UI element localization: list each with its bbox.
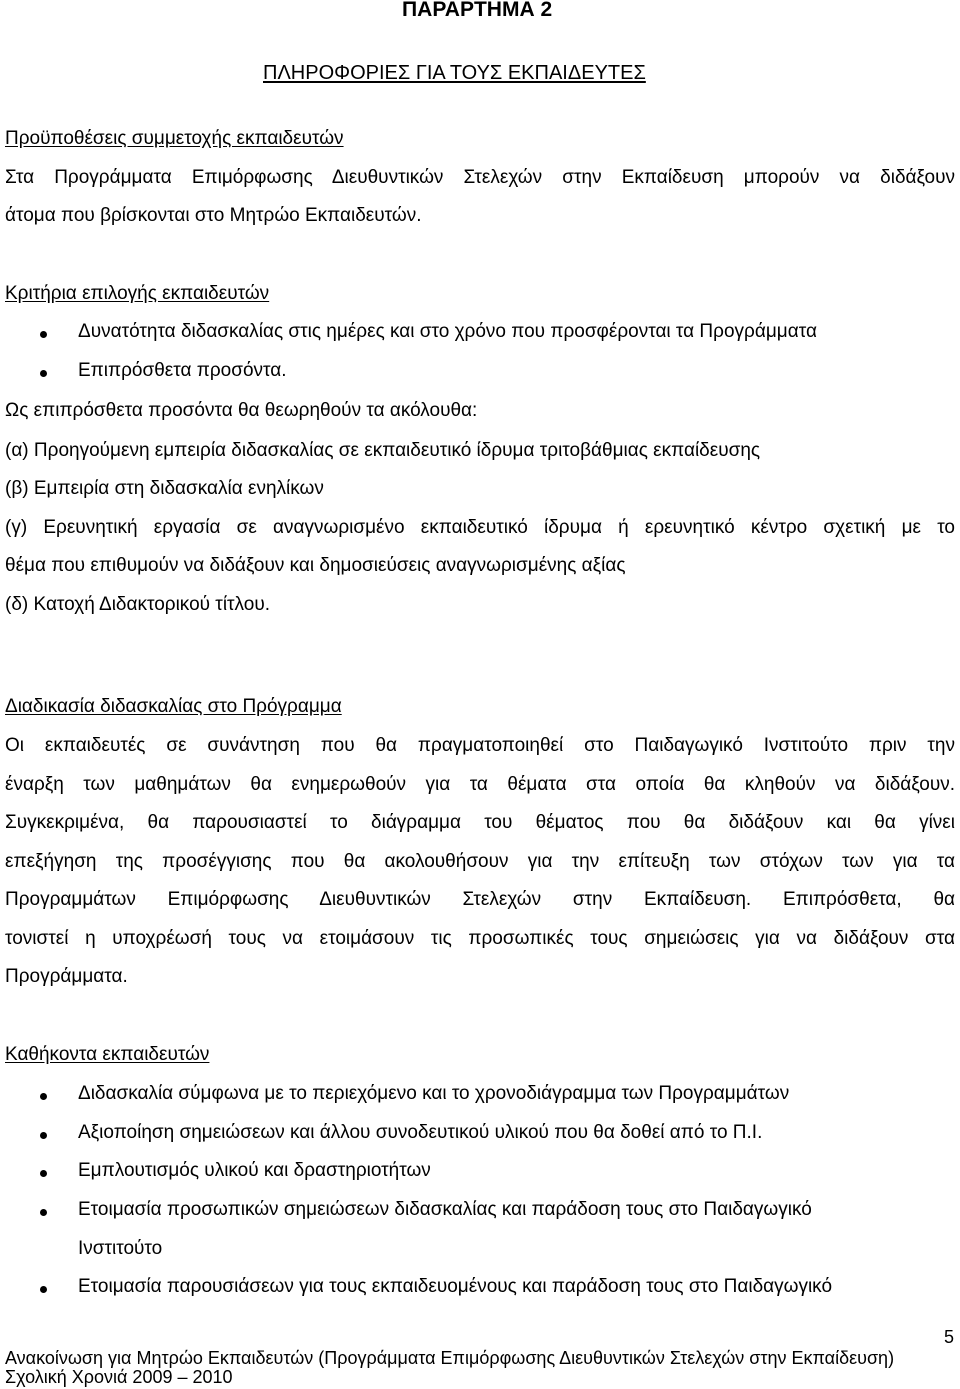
paragraph-line: Στα Προγράμματα Επιμόρφωσης Διευθυντικών Στελεχών στην Εκπαίδευση μπορούν να διδάξουν bbox=[5, 167, 955, 188]
paragraph-line: Προγραμμάτων Επιμόρφωσης Διευθυντικών Στελεχών στην Εκπαίδευση. Επιπρόσθετα, θα bbox=[5, 889, 955, 910]
page-title: ΠΑΡΑΡΤΗΜΑ 2 bbox=[402, 0, 553, 21]
bullet-icon bbox=[40, 1093, 47, 1100]
list-item: (α) Προηγούμενη εμπειρία διδασκαλίας σε εκπαιδευτικό ίδρυμα τριτοβάθμιας εκπαίδευσης bbox=[5, 440, 761, 461]
section-heading-criteria: Κριτήρια επιλογής εκπαιδευτών bbox=[5, 283, 270, 304]
list-item: Ετοιμασία παρουσιάσεων για τους εκπαιδευομένους και παράδοση τους στο Παιδαγωγικό bbox=[78, 1276, 833, 1297]
paragraph-line: επεξήγηση της προσέγγισης που θα ακολουθήσουν για την επίτευξη των στόχων των για τα bbox=[5, 851, 955, 872]
section-heading-prerequisites: Προϋποθέσεις συμμετοχής εκπαιδευτών bbox=[5, 128, 344, 149]
paragraph-line: έναρξη των μαθημάτων θα ενημερωθούν για τα θέματα στα οποία θα κληθούν να διδάξουν. bbox=[5, 774, 955, 795]
page-number: 5 bbox=[944, 1327, 955, 1347]
paragraph-line: τονιστεί η υποχρέωσή τους να ετοιμάσουν τις προσωπικές τους σημειώσεις για να διδάξουν στα bbox=[5, 928, 955, 949]
paragraph-line: Οι εκπαιδευτές σε συνάντηση που θα πραγματοποιηθεί στο Παιδαγωγικό Ινστιτούτο πριν την bbox=[5, 735, 955, 756]
section-heading-procedure: Διαδικασία διδασκαλίας στο Πρόγραμμα bbox=[5, 696, 342, 717]
section-heading-duties: Καθήκοντα εκπαιδευτών bbox=[5, 1044, 210, 1065]
list-item: (β) Εμπειρία στη διδασκαλία ενηλίκων bbox=[5, 478, 324, 499]
bullet-icon bbox=[40, 1170, 47, 1177]
list-item-continuation: Ινστιτούτο bbox=[78, 1238, 163, 1259]
list-item: Δυνατότητα διδασκαλίας στις ημέρες και στο χρόνο που προσφέρονται τα Προγράμματα bbox=[78, 321, 817, 342]
bullet-icon bbox=[40, 331, 47, 338]
list-item: Επιπρόσθετα προσόντα. bbox=[78, 360, 287, 381]
list-item: Αξιοποίηση σημειώσεων και άλλου συνοδευτικού υλικού που θα δοθεί από το Π.Ι. bbox=[78, 1122, 763, 1143]
paragraph-line: Ως επιπρόσθετα προσόντα θα θεωρηθούν τα ακόλουθα: bbox=[5, 400, 478, 421]
bullet-icon bbox=[40, 370, 47, 377]
paragraph-line: Συγκεκριμένα, θα παρουσιαστεί το διάγραμμα του θέματος που θα διδάξουν και θα γίνει bbox=[5, 812, 955, 833]
list-item: Εμπλουτισμός υλικού και δραστηριοτήτων bbox=[78, 1160, 431, 1181]
paragraph-line: άτομα που βρίσκονται στο Μητρώο Εκπαιδευτών. bbox=[5, 205, 422, 226]
bullet-icon bbox=[40, 1286, 47, 1293]
list-item: θέμα που επιθυμούν να διδάξουν και δημοσιεύσεις αναγνωρισμένης αξίας bbox=[5, 555, 626, 576]
bullet-icon bbox=[40, 1209, 47, 1216]
paragraph-line: Προγράμματα. bbox=[5, 966, 128, 987]
footer-line: Ανακοίνωση για Μητρώο Εκπαιδευτών (Προγράμματα Επιμόρφωσης Διευθυντικών Στελεχών στην Εκπαίδευση) bbox=[5, 1348, 895, 1368]
list-item: Ετοιμασία προσωπικών σημειώσεων διδασκαλίας και παράδοση τους στο Παιδαγωγικό bbox=[78, 1199, 812, 1220]
page-subtitle: ΠΛΗΡΟΦΟΡΙΕΣ ΓΙΑ ΤΟΥΣ ΕΚΠΑΙΔΕΥΤΕΣ bbox=[263, 62, 646, 84]
list-item: (γ) Ερευνητική εργασία σε αναγνωρισμένο εκπαιδευτικό ίδρυμα ή ερευνητικό κέντρο σχετική με το bbox=[5, 517, 955, 538]
list-item: (δ) Κατοχή Διδακτορικού τίτλου. bbox=[5, 594, 270, 615]
list-item: Διδασκαλία σύμφωνα με το περιεχόμενο και το χρονοδιάγραμμα των Προγραμμάτων bbox=[78, 1083, 790, 1104]
footer-line: Σχολική Χρονιά 2009 – 2010 bbox=[5, 1367, 233, 1387]
bullet-icon bbox=[40, 1132, 47, 1139]
